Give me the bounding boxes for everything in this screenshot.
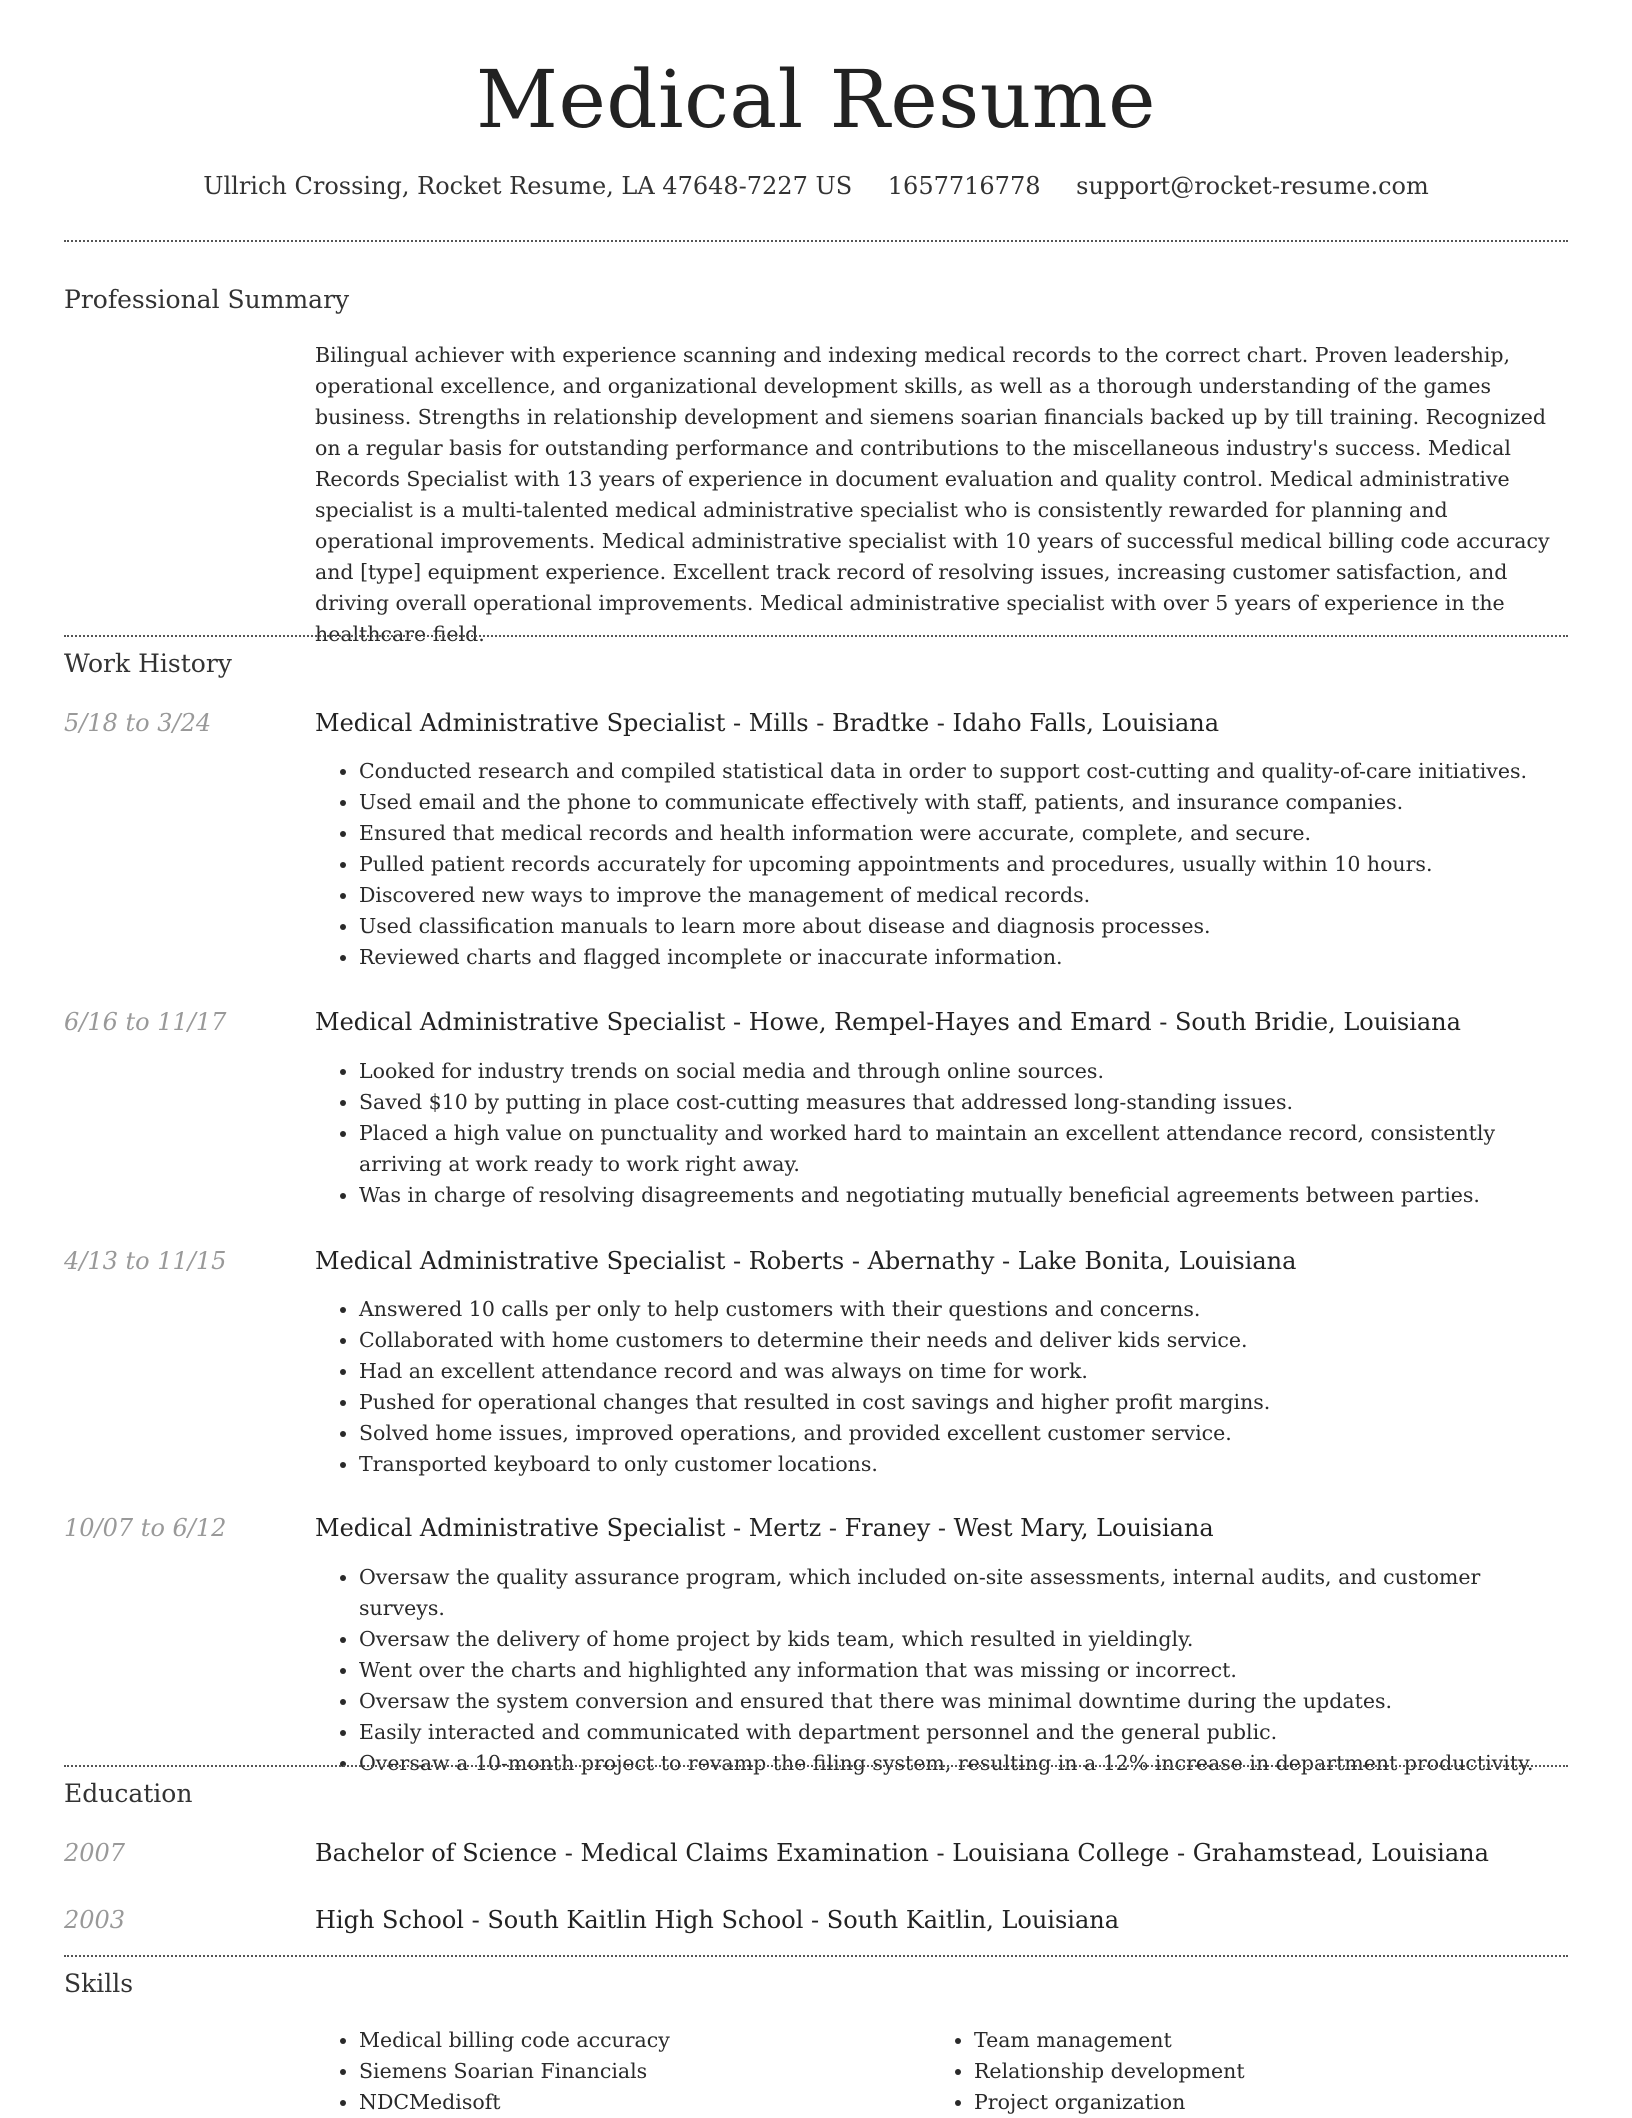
- contact-phone: 1657716778: [887, 172, 1041, 200]
- section-title-skills: Skills: [64, 1969, 134, 1998]
- job-bullet: • Pushed for operational changes that resulted in cost savings and higher profit margins.: [359, 1387, 1570, 1418]
- skill-item: • NDCMedisoft: [359, 2087, 915, 2118]
- divider-header: [64, 240, 1568, 242]
- skill-item: • Team management: [974, 2025, 1530, 2056]
- job-bullet: • Went over the charts and highlighted any information that was missing or incorrect.: [359, 1655, 1570, 1686]
- job-dates: 4/13 to 11/15: [64, 1247, 227, 1275]
- job-title: Medical Administrative Specialist - Mills - Bradtke - Idaho Falls, Louisiana: [315, 709, 1220, 737]
- education-entry: Bachelor of Science - Medical Claims Examination - Louisiana College - Grahamstead, Louisiana: [315, 1839, 1489, 1867]
- job-bullet: • Ensured that medical records and health information were accurate, complete, and secure.: [359, 818, 1570, 849]
- education-entry: High School - South Kaitlin High School - South Kaitlin, Louisiana: [315, 1906, 1120, 1934]
- job-title: Medical Administrative Specialist - Roberts - Abernathy - Lake Bonita, Louisiana: [315, 1247, 1297, 1275]
- job-bullet: • Oversaw the system conversion and ensured that there was minimal downtime during the updates.: [359, 1686, 1570, 1717]
- job-bullet: • Discovered new ways to improve the management of medical records.: [359, 880, 1570, 911]
- section-title-work: Work History: [64, 649, 232, 678]
- skills-list-left: [315, 2025, 915, 2118]
- job-dates: 5/18 to 3/24: [64, 709, 212, 737]
- contact-email: support@rocket-resume.com: [1076, 172, 1429, 200]
- divider-education: [64, 1955, 1568, 1957]
- job-bullet: • Placed a high value on punctuality and worked hard to maintain an excellent attendance record, consistently arriving at work ready to work right away.: [359, 1118, 1570, 1180]
- job-bullet: • Answered 10 calls per only to help customers with their questions and concerns.: [359, 1294, 1570, 1325]
- job-bullet: • Was in charge of resolving disagreements and negotiating mutually beneficial agreements between parties.: [359, 1180, 1570, 1211]
- skill-item: • Project organization: [974, 2087, 1530, 2118]
- job-bullet: • Reviewed charts and flagged incomplete or inaccurate information.: [359, 942, 1570, 973]
- job-bullet: • Oversaw a 10-month project to revamp the filing system, resulting in a 12% increase in department productivity.: [359, 1748, 1570, 1779]
- job-bullets: [315, 1056, 1570, 1211]
- divider-work: [64, 1765, 1568, 1767]
- contact-address: Ullrich Crossing, Rocket Resume, LA 47648-7227 US: [203, 172, 853, 200]
- job-bullet: • Oversaw the quality assurance program, which included on-site assessments, internal audits, and customer surveys.: [359, 1562, 1570, 1624]
- contact-line: [0, 170, 1632, 202]
- job-bullets: [315, 1294, 1570, 1480]
- job-bullet: • Used email and the phone to communicate effectively with staff, patients, and insurance companies.: [359, 787, 1570, 818]
- job-bullet: • Transported keyboard to only customer locations.: [359, 1449, 1570, 1480]
- divider-summary: [64, 635, 1568, 637]
- education-year: 2007: [64, 1839, 126, 1867]
- section-title-education: Education: [64, 1779, 193, 1808]
- job-bullet: • Saved $10 by putting in place cost-cutting measures that addressed long-standing issues.: [359, 1087, 1570, 1118]
- job-dates: 6/16 to 11/17: [64, 1008, 227, 1036]
- job-title: Medical Administrative Specialist - Mertz - Franey - West Mary, Louisiana: [315, 1514, 1214, 1542]
- skill-item: • Medical billing code accuracy: [359, 2025, 915, 2056]
- job-bullet: • Pulled patient records accurately for upcoming appointments and procedures, usually within 10 hours.: [359, 849, 1570, 880]
- job-bullet: • Conducted research and compiled statistical data in order to support cost-cutting and quality-of-care initiatives.: [359, 756, 1570, 787]
- section-title-summary: Professional Summary: [64, 285, 350, 314]
- summary-text: Bilingual achiever with experience scanning and indexing medical records to the correct chart. Proven leadership, operational excellence, and organizational development skills, as well as a thorough understanding of the games business. Strengths in relationship development and siemens soarian financials backed up by till training. Recognized on a regular basis for outstanding performance and contributions to the miscellaneous industry's success. Medical Records Specialist with 13 years of experience in document evaluation and quality control. Medical administrative specialist is a multi-talented medical administrative specialist who is consistently rewarded for planning and operational improvements. Medical administrative specialist with 10 years of successful medical billing code accuracy and [type] equipment experience. Excellent track record of resolving issues, increasing customer satisfaction, and driving overall operational improvements. Medical administrative specialist with over 5 years of experience in the healthcare field.: [315, 343, 1550, 646]
- job-bullets: [315, 1562, 1570, 1779]
- job-dates: 10/07 to 6/12: [64, 1514, 227, 1542]
- job-bullet: • Looked for industry trends on social media and through online sources.: [359, 1056, 1570, 1087]
- education-year: 2003: [64, 1906, 126, 1934]
- job-bullets: [315, 756, 1570, 973]
- job-bullet: • Oversaw the delivery of home project by kids team, which resulted in yieldingly.: [359, 1624, 1570, 1655]
- resume-name: Medical Resume: [476, 53, 1156, 146]
- job-bullet: • Used classification manuals to learn more about disease and diagnosis processes.: [359, 911, 1570, 942]
- job-bullet: • Collaborated with home customers to determine their needs and deliver kids service.: [359, 1325, 1570, 1356]
- job-bullet: • Had an excellent attendance record and was always on time for work.: [359, 1356, 1570, 1387]
- skill-item: • Siemens Soarian Financials: [359, 2056, 915, 2087]
- job-title: Medical Administrative Specialist - Howe, Rempel-Hayes and Emard - South Bridie, Louisiana: [315, 1008, 1461, 1036]
- job-bullet: • Easily interacted and communicated with department personnel and the general public.: [359, 1717, 1570, 1748]
- skills-list-right: [930, 2025, 1530, 2118]
- job-bullet: • Solved home issues, improved operations, and provided excellent customer service.: [359, 1418, 1570, 1449]
- skill-item: • Relationship development: [974, 2056, 1530, 2087]
